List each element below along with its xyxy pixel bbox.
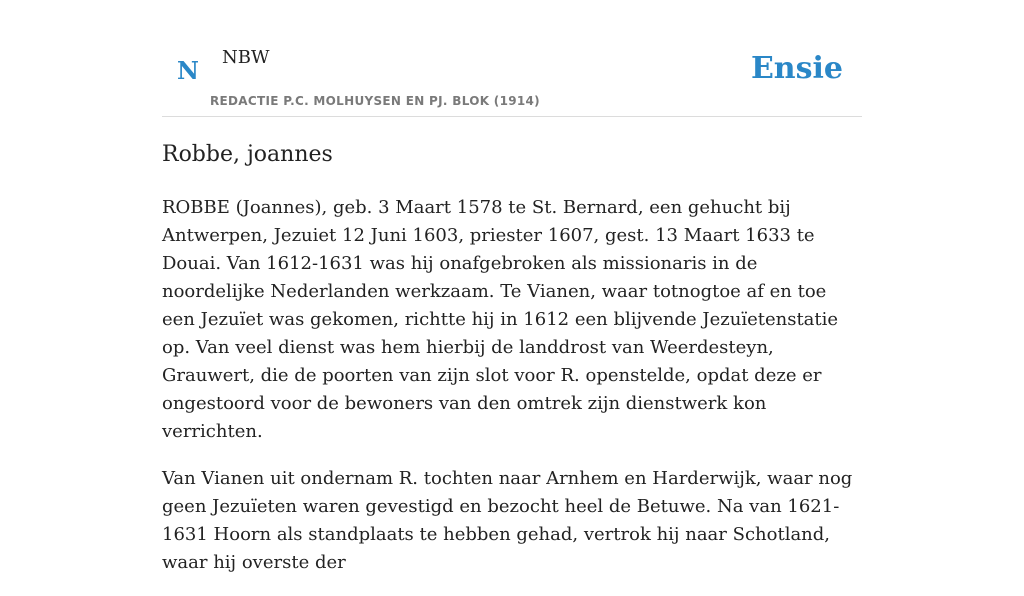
brand-logo-link[interactable]: Ensie xyxy=(750,51,843,86)
article-paragraph: ROBBE (Joannes), geb. 3 Maart 1578 te St. Bernard, een gehucht bij Antwerpen, Jezuiet 12 Juni 1603, priester 1607, gest. 13 Maart 1633 te Douai. Van 1612-1631 was hij onafgebroken als missionaris in de noordelijke Nederlanden werkzaam. Te Vianen, waar totnogtoe af en toe een Jezuïet was gekomen, richtte hij in 1612 een blijvende Jezuïetenstatie op. Van veel dienst was hem hierbij de landdrost van Weerdesteyn, Grauwert, die de poorten van zijn slot voor R. openstelde, opdat deze er ongestoord voor de bewoners van den omtrek zijn dienstwerk kon verrichten. xyxy=(162,197,839,442)
article xyxy=(162,140,862,596)
source-name[interactable]: NBW xyxy=(222,47,270,68)
source-logo-icon: N xyxy=(177,56,199,85)
article-title: Robbe, joannes xyxy=(162,142,333,167)
source-subtitle: REDACTIE P.C. MOLHUYSEN EN PJ. BLOK (1914) xyxy=(210,94,540,108)
article-paragraph: Van Vianen uit ondernam R. tochten naar Arnhem en Harderwijk, waar nog geen Jezuïeten waren gevestigd en bezocht heel de Betuwe. Na van 1621-1631 Hoorn als standplaats te hebben gehad, vertrok hij naar Schotland, waar hij overste der xyxy=(162,468,853,573)
source-header xyxy=(162,0,862,117)
